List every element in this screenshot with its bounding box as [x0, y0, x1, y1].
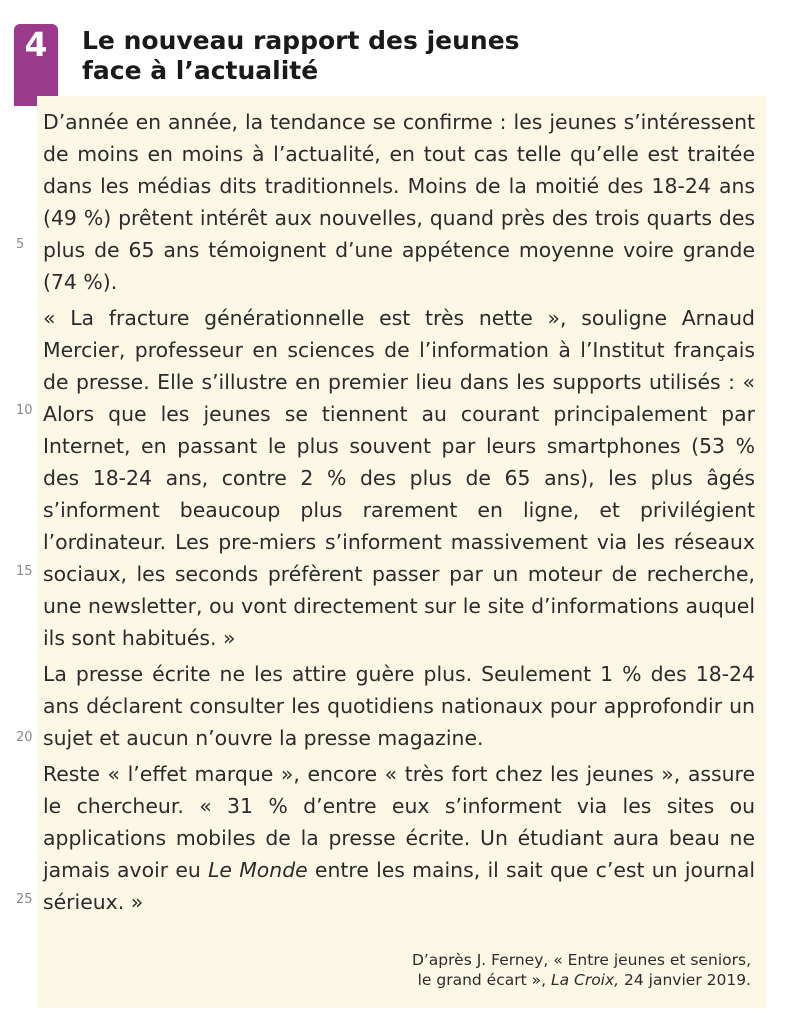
- source-line-2-end: 24 janvier 2019.: [619, 971, 751, 989]
- paragraph-4-text-start: Reste « l’effet marque », encore « très fort chez les jeunes », assure le chercheur. « 31 % d’entre eux s’informent via les sites ou applications mobiles de la presse écrite. Un étudiant aura beau ne jamais avoir eu: [43, 762, 755, 882]
- section-title-line-1: Le nouveau rapport des jeunes: [82, 26, 520, 55]
- article-paragraph-2: « La fracture générationnelle est très nette », souligne Arnaud Mercier, professeur en sciences de l’information à l’Institut français de presse. Elle s’illustre en premier lieu dans les supports utilisés : « Alors que les jeunes se tiennent au courant principalement par Internet, en passant le plus souvent par leurs smartphones (53 % des 18-24 ans, contre 2 % des plus de 65 ans), les plus âgés s’informent beaucoup plus rarement en ligne, et privilégient l’ordinateur. Les pre-miers s’informent massivement via les réseaux sociaux, les seconds préfèrent passer par un moteur de recherche, une newsletter, ou vont directement sur le site d’informations auquel ils sont habitués. »: [43, 306, 755, 650]
- section-title-line-2: face à l’actualité: [82, 56, 319, 85]
- line-number: 5: [16, 237, 25, 252]
- source-line-1: D’après J. Ferney, « Entre jeunes et seniors,: [411, 951, 751, 969]
- article-paragraph-4: [43, 758, 755, 918]
- article-paragraph-1: D’année en année, la tendance se confirme : les jeunes s’intéressent de moins en moins à l’actualité, en tout cas telle qu’elle est traitée dans les médias dits traditionnels. Moins de la moitié des 18-24 ans (49 %) prêtent intérêt aux nouvelles, quand près des trois quarts des plus de 65 ans témoignent d’une appétence moyenne voire grande (74 %).: [43, 110, 755, 294]
- article-paragraph-3: La presse écrite ne les attire guère plus. Seulement 1 % des 18-24 ans déclarent consulter les quotidiens nationaux pour approfondir un sujet et aucun n’ouvre la presse magazine.: [43, 662, 755, 750]
- line-number: 20: [16, 730, 33, 745]
- line-number: 10: [16, 403, 33, 418]
- source-line-2-start: le grand écart »,: [417, 971, 551, 989]
- line-number: 15: [16, 564, 33, 579]
- section-title: [82, 26, 722, 86]
- newspaper-title-le-monde: Le Monde: [208, 858, 308, 882]
- source-citation: [191, 950, 751, 990]
- section-number: 4: [24, 25, 48, 64]
- section-number-badge: [14, 24, 58, 106]
- article-body: [43, 106, 755, 918]
- section-header: [6, 18, 766, 96]
- line-number: 25: [16, 892, 33, 907]
- paragraph-4-text-end: entre les mains, il sait que c’est un journal sérieux. »: [43, 858, 755, 914]
- source-newspaper-title: La Croix,: [550, 971, 620, 989]
